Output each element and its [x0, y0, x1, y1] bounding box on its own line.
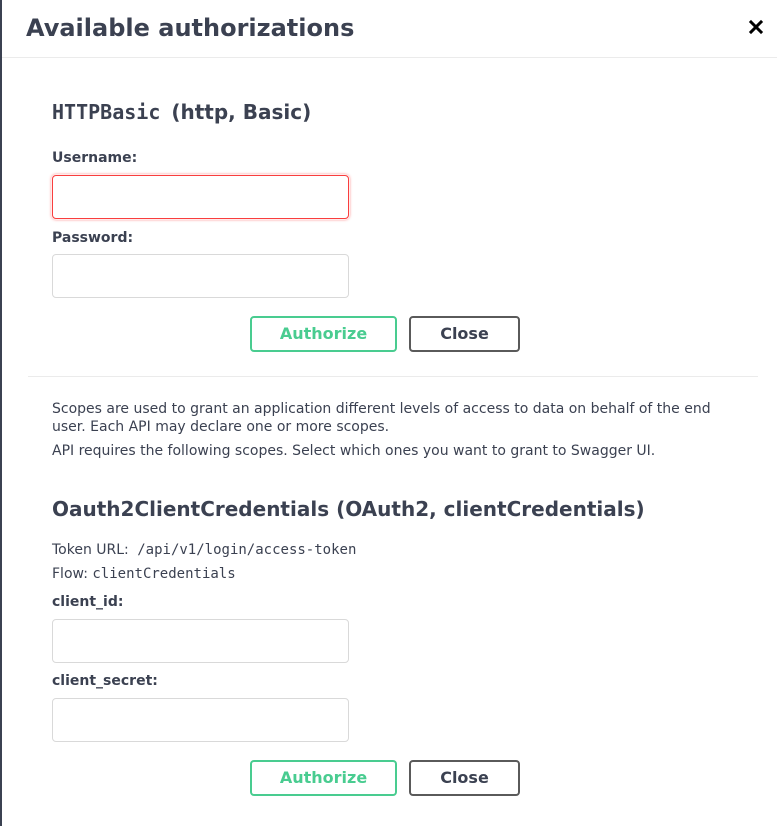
- http-basic-name: HTTPBasic: [52, 100, 161, 124]
- oauth2-close-button[interactable]: Close: [409, 760, 520, 796]
- oauth2-authorize-button[interactable]: Authorize: [250, 760, 397, 796]
- http-basic-close-button[interactable]: Close: [409, 316, 520, 352]
- modal-close-button[interactable]: [745, 14, 767, 40]
- oauth2-type: (OAuth2, clientCredentials): [336, 497, 645, 521]
- flow-value: clientCredentials: [92, 566, 236, 582]
- section-divider: [28, 376, 758, 377]
- flow-label: Flow:: [52, 566, 88, 582]
- modal-header: [2, 0, 777, 58]
- client-secret-input[interactable]: [52, 698, 349, 742]
- http-basic-authorize-button[interactable]: Authorize: [250, 316, 397, 352]
- oauth2-name: Oauth2ClientCredentials: [52, 497, 330, 521]
- token-url-label: Token URL:: [52, 542, 129, 558]
- scopes-description: Scopes are used to grant an application different levels of access to data on behalf of the end user. Each API may declare one or more scopes.: [52, 401, 711, 435]
- password-label: Password:: [52, 230, 134, 246]
- client-id-input[interactable]: [52, 619, 349, 663]
- client-id-label: client_id:: [52, 594, 124, 610]
- client-secret-label: client_secret:: [52, 673, 158, 689]
- token-url-row: [52, 541, 356, 559]
- oauth2-heading: [52, 495, 645, 523]
- scopes-requirement: API requires the following scopes. Select which ones you want to grant to Swagger UI.: [52, 443, 656, 459]
- modal-title: Available authorizations: [26, 14, 355, 42]
- token-url-value: /api/v1/login/access-token: [137, 542, 357, 558]
- username-label: Username:: [52, 150, 138, 166]
- username-input[interactable]: [52, 175, 349, 219]
- flow-row: [52, 565, 236, 583]
- http-basic-heading: [52, 98, 311, 126]
- http-basic-type: (http, Basic): [171, 100, 312, 124]
- close-icon: [745, 14, 767, 40]
- password-input[interactable]: [52, 254, 349, 298]
